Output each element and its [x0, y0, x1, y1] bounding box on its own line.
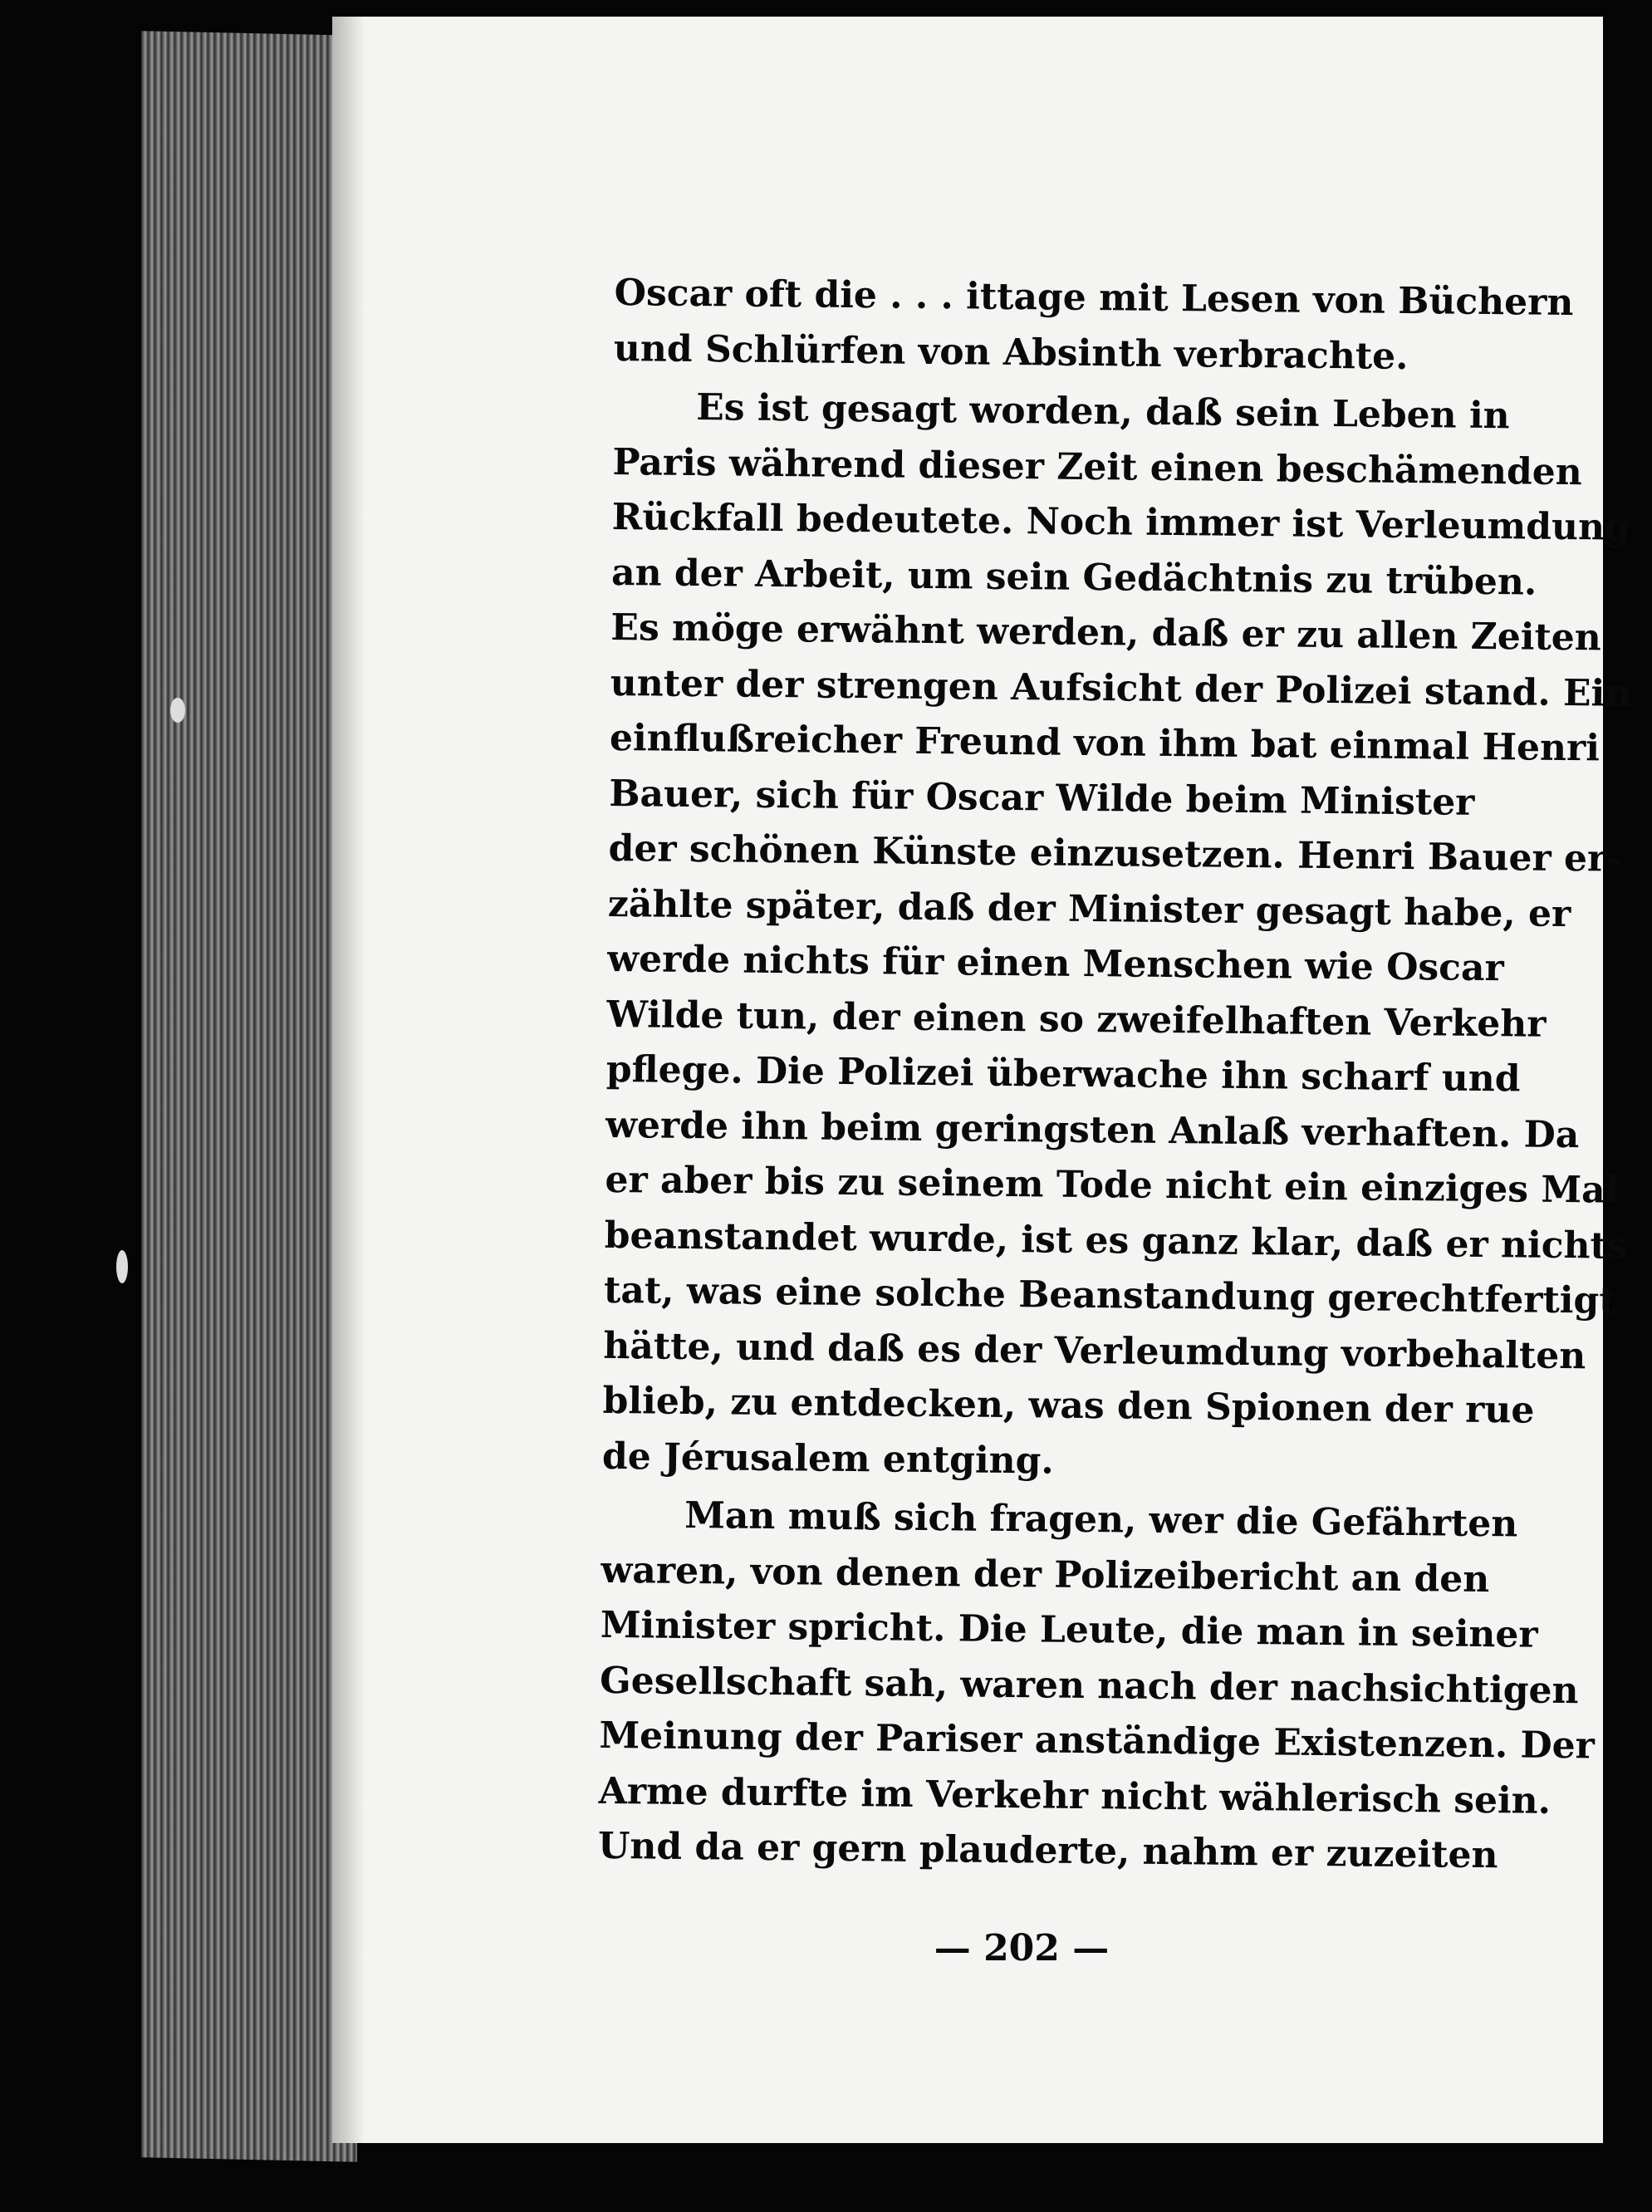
text-line: Bauer, sich für Oscar Wilde beim Minister — [609, 772, 1475, 824]
page-stack-edge — [141, 31, 357, 2161]
text-line: beanstandet wurde, ist es ganz klar, daß er nichts — [604, 1214, 1628, 1268]
text-line: blieb, zu entdecken, was den Spionen der rue — [602, 1379, 1535, 1432]
text-line: Und da er gern plauderte, nahm er zuzeiten — [597, 1824, 1498, 1877]
text-line: Wilde tun, der einen so zweifelhaften Verkehr — [606, 993, 1547, 1046]
paper-speck — [170, 698, 185, 723]
text-line: zählte später, daß der Minister gesagt habe, er — [607, 882, 1571, 935]
page-gutter-shadow — [332, 17, 365, 2143]
text-line: Paris während dieser Zeit einen beschämenden — [612, 440, 1583, 493]
text-line: Gesellschaft sah, waren nach der nachsichtigen — [599, 1659, 1579, 1712]
text-line: de Jérusalem entging. — [601, 1435, 1055, 1483]
text-line: werde nichts für einen Menschen wie Oscar — [606, 937, 1504, 990]
text-line: werde ihn beim geringsten Anlaß verhaften. Da — [605, 1103, 1580, 1156]
text-line: hätte, und daß es der Verleumdung vorbehalten — [603, 1324, 1586, 1377]
text-line: Meinung der Pariser anständige Existenzen. Der — [599, 1714, 1596, 1768]
text-line: Es ist gesagt worden, daß sein Leben in — [695, 386, 1510, 438]
text-line: pflege. Die Polizei überwache ihn scharf und — [605, 1047, 1521, 1101]
text-line: der schönen Künste einzusetzen. Henri Bauer er- — [608, 826, 1622, 880]
text-line: unter der strengen Aufsicht der Polizei stand. Ein — [610, 661, 1632, 715]
text-line: an der Arbeit, um sein Gedächtnis zu trüben. — [610, 551, 1537, 604]
text-line: er aber bis zu seinem Tode nicht ein einziges Mal — [605, 1158, 1620, 1212]
text-line: waren, von denen der Polizeibericht an den — [601, 1548, 1490, 1601]
text-line: tat, was eine solche Beanstandung gerechtfertigt — [603, 1268, 1616, 1322]
text-line: Arme durfte im Verkehr nicht wählerisch sein. — [598, 1769, 1552, 1822]
text-line: Man muß sich fragen, wer die Gefährten — [684, 1493, 1518, 1546]
page-number: — 202 — — [934, 1927, 1110, 1969]
text-line: Minister spricht. Die Leute, die man in seiner — [600, 1603, 1538, 1656]
text-line: und Schlürfen von Absinth verbrachte. — [613, 326, 1409, 378]
text-line: Es möge erwähnt werden, daß er zu allen Zeiten — [610, 606, 1602, 660]
text-line: Oscar oft die ․ ․ ․ ittage mit Lesen von Büchern — [614, 271, 1574, 325]
paper-speck — [116, 1250, 128, 1283]
body-text — [597, 266, 1632, 1883]
text-line: einflußreicher Freund von ihm bat einmal Henri — [609, 716, 1601, 770]
text-line: Rückfall bedeutete. Noch immer ist Verleumdung — [611, 495, 1631, 549]
